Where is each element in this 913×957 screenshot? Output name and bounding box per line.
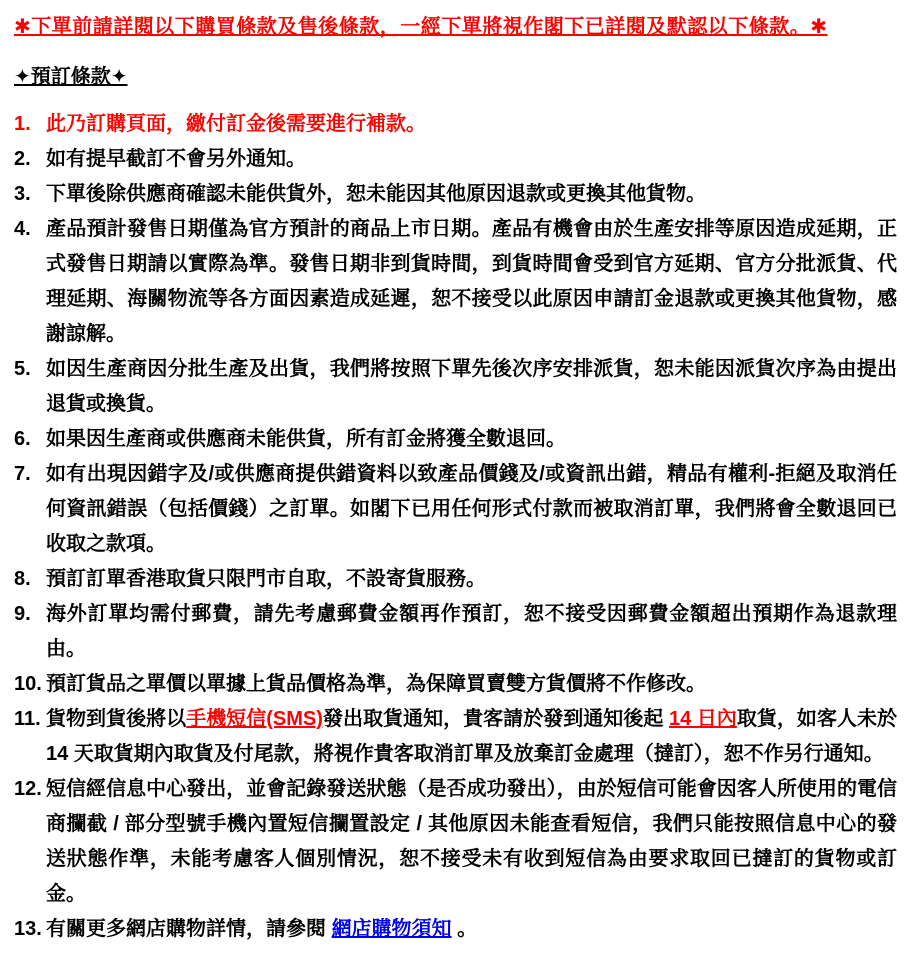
term-text bbox=[46, 702, 897, 772]
term-text bbox=[46, 667, 897, 702]
term-text bbox=[46, 457, 897, 562]
terms-list bbox=[14, 107, 897, 947]
term-text bbox=[46, 772, 897, 912]
emphasis-red-underline: 14 日內 bbox=[668, 708, 737, 730]
term-text-segment: 海外訂單均需付郵費，請先考慮郵費金額再作預訂，恕不接受因郵費金額超出預期作為退款理由。 bbox=[46, 603, 897, 660]
page-title: ✱下單前請詳閱以下購買條款及售後條款，一經下單將視作閣下已詳閱及默認以下條款。✱ bbox=[14, 16, 828, 38]
term-text-segment: 有關更多網店購物詳情，請參閱 bbox=[46, 918, 332, 940]
term-text bbox=[46, 212, 897, 352]
term-item-13 bbox=[14, 912, 897, 947]
term-text bbox=[46, 597, 897, 667]
term-item-2 bbox=[14, 142, 897, 177]
term-text bbox=[46, 177, 897, 212]
term-number: 6. bbox=[14, 428, 31, 450]
shop-guide-link[interactable]: 網店購物須知 bbox=[331, 918, 452, 940]
term-number: 4. bbox=[14, 218, 31, 240]
term-text-segment: 下單後除供應商確認未能供貨外，恕未能因其他原因退款或更換其他貨物。 bbox=[46, 183, 706, 205]
term-number: 11. bbox=[14, 708, 41, 730]
term-text-segment: 發出取貨通知，貴客請於發到通知後起 bbox=[322, 708, 669, 730]
term-text-segment: 此乃訂購頁面，繳付訂金後需要進行補款。 bbox=[46, 113, 426, 135]
term-number: 7. bbox=[14, 463, 31, 485]
term-item-9 bbox=[14, 597, 897, 667]
term-number: 9. bbox=[14, 603, 31, 625]
term-item-5 bbox=[14, 352, 897, 422]
term-text bbox=[46, 107, 897, 142]
term-text-segment: 短信經信息中心發出，並會記錄發送狀態（是否成功發出），由於短信可能會因客人所使用的電信商攔截 / 部分型號手機內置短信攔置設定 / 其他原因未能查看短信，我們只能按照信息中心的發送狀態作準，未能考慮客人個別情況，恕不接受未有收到短信為由要求取回已撻訂的貨物或訂金。 bbox=[46, 778, 897, 905]
term-number: 5. bbox=[14, 358, 31, 380]
term-item-10 bbox=[14, 667, 897, 702]
term-text-segment: 產品預計發售日期僅為官方預計的商品上市日期。產品有機會由於生產安排等原因造成延期，正式發售日期請以實際為準。發售日期非到貨時間，到貨時間會受到官方延期、官方分批派貨、代理延期、海關物流等各方面因素造成延遲，恕不接受以此原因申請訂金退款或更換其他貨物，感謝諒解。 bbox=[46, 218, 897, 345]
term-text-segment: 如果因生產商或供應商未能供貨，所有訂金將獲全數退回。 bbox=[46, 428, 566, 450]
term-item-8 bbox=[14, 562, 897, 597]
term-text-segment: 貨物到貨後將以 bbox=[46, 708, 187, 730]
term-number: 13. bbox=[14, 918, 42, 940]
term-text bbox=[46, 352, 897, 422]
term-item-1 bbox=[14, 107, 897, 142]
term-item-3 bbox=[14, 177, 897, 212]
term-item-4 bbox=[14, 212, 897, 352]
term-text bbox=[46, 422, 897, 457]
term-number: 3. bbox=[14, 183, 31, 205]
term-text bbox=[46, 912, 897, 947]
term-text bbox=[46, 562, 897, 597]
emphasis-red-underline: 手機短信(SMS) bbox=[186, 708, 323, 730]
term-item-12 bbox=[14, 772, 897, 912]
term-text-segment: 取貨，如客人未於 14 天取貨期內取貨及付尾款，將視作貴客取消訂單及放棄訂金處理（撻訂），恕不作另行通知。 bbox=[46, 708, 897, 765]
term-number: 10. bbox=[14, 673, 42, 695]
term-text-segment: 。 bbox=[451, 918, 478, 940]
term-text-segment: 預訂訂單香港取貨只限門市自取，不設寄貨服務。 bbox=[46, 568, 486, 590]
term-item-6 bbox=[14, 422, 897, 457]
section-heading-preorder-terms: ✦預訂條款✦ bbox=[14, 66, 128, 88]
term-text-segment: 如因生產商因分批生產及出貨，我們將按照下單先後次序安排派貨，恕未能因派貨次序為由提出退貨或換貨。 bbox=[46, 358, 897, 415]
term-text-segment: 預訂貨品之單價以單據上貨品價格為準，為保障買賣雙方貨價將不作修改。 bbox=[46, 673, 706, 695]
term-item-11 bbox=[14, 702, 897, 772]
term-item-7 bbox=[14, 457, 897, 562]
term-text bbox=[46, 142, 897, 177]
term-text-segment: 如有提早截訂不會另外通知。 bbox=[46, 148, 306, 170]
term-number: 8. bbox=[14, 568, 31, 590]
term-number: 2. bbox=[14, 148, 31, 170]
term-number: 1. bbox=[14, 113, 31, 135]
term-text-segment: 如有出現因錯字及/或供應商提供錯資料以致產品價錢及/或資訊出錯，精品有權利-拒絕及取消任何資訊錯誤（包括價錢）之訂單。如閣下已用任何形式付款而被取消訂單，我們將會全數退回已收取之款項。 bbox=[46, 463, 897, 555]
term-number: 12. bbox=[14, 778, 42, 800]
